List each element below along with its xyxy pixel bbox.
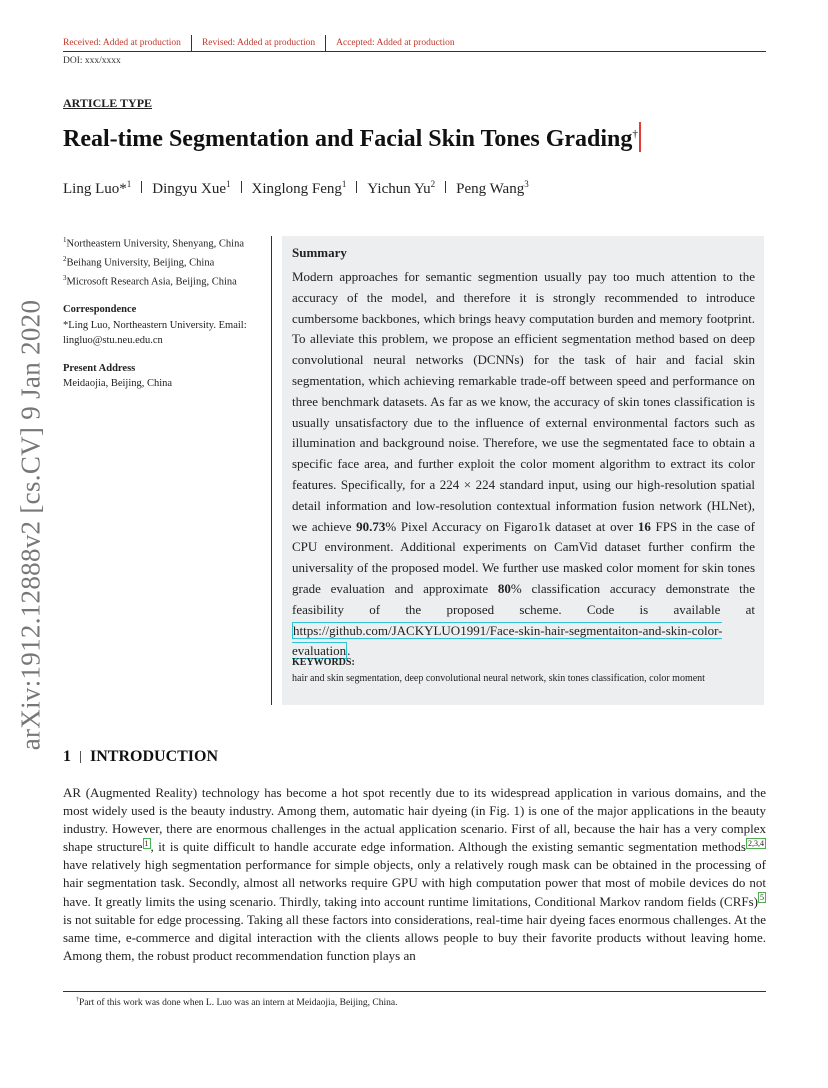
header-rule (63, 51, 766, 52)
keywords-text: hair and skin segmentation, deep convolutional neural network, skin tones classification, color moment (292, 673, 705, 684)
correspondence-label: Correspondence (63, 304, 137, 315)
author-separator (141, 181, 142, 193)
section-heading (63, 748, 218, 766)
author-info-column (63, 233, 259, 392)
paper-title (63, 122, 641, 153)
paper-title-text: Real-time Segmentation and Facial Skin Tones Grading (63, 126, 633, 152)
citation-link[interactable]: 5 (760, 893, 764, 903)
revised-date: Revised: Added at production (201, 38, 316, 48)
journal-header (63, 35, 455, 51)
summary-text: Modern approaches for semantic segmention usually pay too much attention to the accuracy of the model, and therefore it is strongly recommended to introduce cumbersome backbones, which brings heavy computation burden and memory footprint. To alleviate this problem, we propose an efficient segmentation method based on deep convolutional neural networks (DCNNs) for the task of hair and facial skin segmentation, which achieving remarkable trade-off between speed and performance on three benchmark datasets. As far as we know, the accuracy of skin tones classification is usually unsatisfactory due to the influence of external environmental factors such as illumination and background noise. Therefore, we use the segmentated face to obtain a specific face area, and further exploit the color moment algorithm to extract its color features. Specifically, for a 224 × 224 standard input, using our high-resolution spatial detail information and low-resolution contextual information fusion network (HLNet), we achieve 90.73% Pixel Accuracy on Figaro1k dataset at over 16 FPS in the case of CPU environment. Additional experiments on CamVid dataset further confirm the universality of the proposed model. We further use masked color moment for skin tones grade evaluation and approximate 80% classification accuracy demonstrate the feasibility of the proposed scheme. Code is available at https://github.com/JACKYLUO1991/Face-skin-hair-segmentaiton-and-skin-color-evaluation. (292, 269, 755, 659)
section-title: INTRODUCTION (90, 748, 219, 765)
received-date: Received: Added at production (63, 38, 181, 48)
affiliation: $^3$Microsoft Research Asia, Beijing, China (63, 274, 237, 288)
header-separator (191, 35, 192, 51)
footnote-rule (63, 991, 766, 992)
author: Peng Wang$^3$ (456, 179, 529, 197)
present-address-label: Present Address (63, 362, 136, 374)
author: Dingyu Xue$^1$ (152, 179, 231, 197)
title-footnote-mark[interactable]: † (632, 128, 638, 140)
article-type: ARTICLE TYPE (63, 96, 153, 110)
text-cursor (639, 122, 641, 152)
affiliation: $^1$Northeastern University, Shenyang, China (63, 236, 244, 250)
author-list (63, 179, 529, 198)
affiliation: $^2$Beihang University, Beijing, China (63, 255, 215, 269)
arxiv-stamp: arXiv:1912.12888v2 [cs.CV] 9 Jan 2020 (15, 299, 46, 751)
column-divider (271, 236, 272, 705)
citation-link[interactable]: 2,3,4 (748, 838, 764, 848)
author: Xinglong Feng$^1$ (251, 179, 347, 197)
section-number: 1 (63, 748, 71, 765)
author-separator (445, 181, 446, 193)
footnote: †Part of this work was done when L. Luo was an intern at Meidaojia, Beijing, China. (76, 997, 398, 1009)
code-link[interactable]: https://github.com/JACKYLUO1991/Face-skin-hair-segmentaiton-and-skin-color-evaluation (292, 622, 723, 659)
accepted-date: Accepted: Added at production (336, 38, 455, 48)
present-address-text: Meidaojia, Beijing, China (63, 378, 173, 389)
heading-separator (80, 751, 81, 763)
citation-link[interactable]: 1 (144, 838, 149, 848)
author: Yichun Yu$^2$ (367, 179, 436, 197)
doi: DOI: xxx/xxxx (63, 56, 121, 66)
keywords-label: KEYWORDS: (292, 657, 355, 668)
summary-heading: Summary (292, 245, 347, 260)
author-separator (241, 181, 242, 193)
introduction-text: AR (Augmented Reality) technology has become a hot spot recently due to its widespread application in various domains, and the most widely used is the beauty industry. Among them, automatic hair dyeing (in Fig. 1) is one of the major applications in the beauty industry. However, there are enormous challenges in the actual application scenario. First of all, because the hair has a very complex shape structure $^1$ , it is quite difficult to handle accurate edge information. Although the existing semantic segmentation methods $^{2,3,4}$ have relatively high segmentation performance for simple objects, only a relatively rough mask can be obtained in the processing of hair segmentation task. Secondly, almost all networks require GPU with high computation power that most of mobile devices do not have. It greatly limits the using scenario. Thirdly, taking into account runtime limitations, Conditional Markov random fields (CRFs) $^5$ is not suitable for edge processing. Taking all these factors into considerations, real-time hair dyeing faces enormous challenges. At the same time, e-commerce and digital interaction with the clients allows people to buy their favorite products without leaving home. Among them, the robust product recommendation function plays an (63, 785, 766, 963)
header-separator (325, 35, 326, 51)
correspondence-text: *Ling Luo, Northeastern University. Email: lingluo@stu.neu.edu.cn (63, 319, 247, 346)
author-separator (356, 181, 357, 193)
author: Ling Luo*$^1$ (63, 179, 132, 197)
